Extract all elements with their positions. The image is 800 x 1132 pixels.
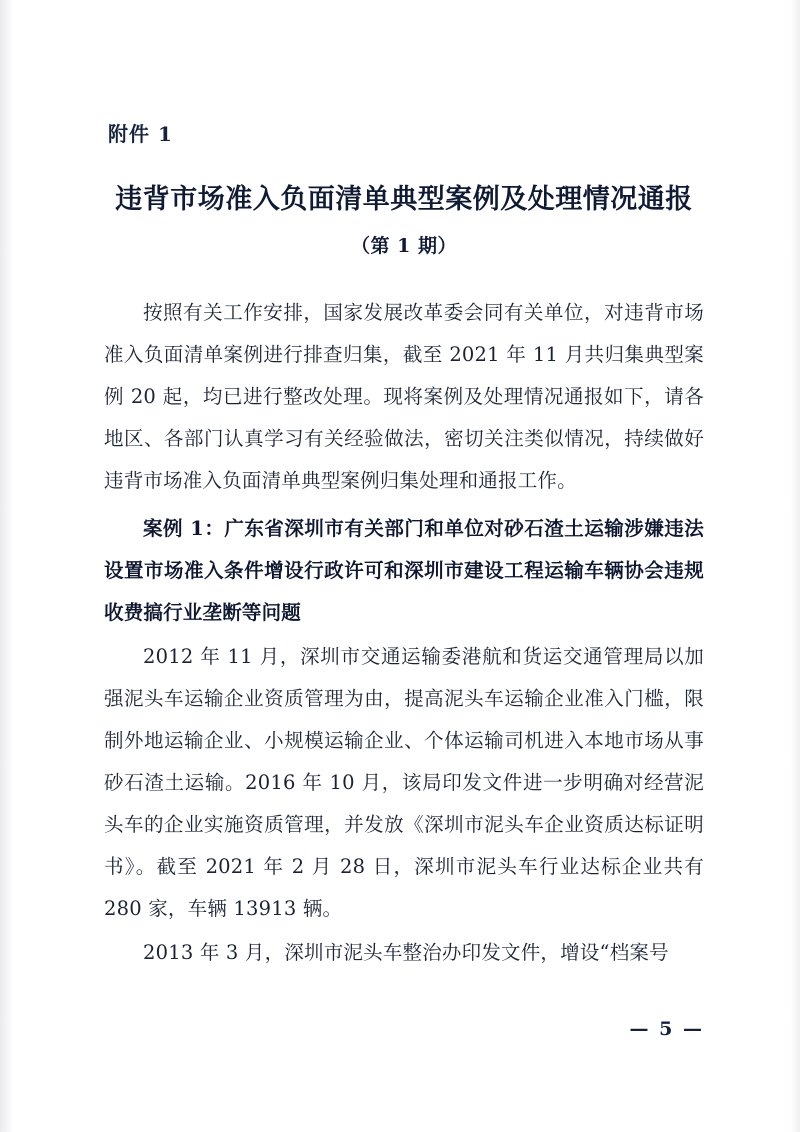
paragraph-intro: 按照有关工作安排，国家发展改革委会同有关单位，对违背市场准入负面清单案例进行排查归集，截至 2021 年 11 月共归集典型案例 20 起，均已进行整改处理。现将案例及处理情况通报如下，请各地区、各部门认真学习有关经验做法，密切关注类似情况，持续做好违背市场准入负面清单典型案例归集处理和通报工作。 [104, 300, 704, 492]
page-title: 违背市场准入负面清单典型案例及处理情况通报 [115, 184, 693, 215]
paragraph-case1-continued: 2013 年 3 月，深圳市泥头车整治办印发文件，增设“档案号 [143, 940, 669, 964]
document-content [104, 118, 704, 976]
issue-number: （第 1 期） [351, 234, 457, 257]
scan-right-edge-shadow [790, 0, 800, 1132]
scan-left-edge-shadow [0, 0, 14, 1132]
paragraph-case1-body: 2012 年 11 月，深圳市交通运输委港航和货运交通管理局以加强泥头车运输企业资质管理为由，提高泥头车运输企业准入门槛，限制外地运输企业、小规模运输企业、个体运输司机进入本地市场从事砂石渣土运输。2016 年 10 月，该局印发文件进一步明确对经营泥头车的企业实施资质管理，并发放《深圳市泥头车企业资质达标证明书》。截至 2021 年 2 月 28 日，深圳市泥头车行业达标企业共有 280 家，车辆 13913 辆。 [104, 644, 704, 920]
case-heading-1: 案例 1：广东省深圳市有关部门和单位对砂石渣土运输涉嫌违法设置市场准入条件增设行政许可和深圳市建设工程运输车辆协会违规收费搞行业垄断等问题 [104, 516, 704, 624]
attachment-label: 附件 1 [108, 122, 173, 146]
page-number: — 5 — [629, 1018, 704, 1040]
